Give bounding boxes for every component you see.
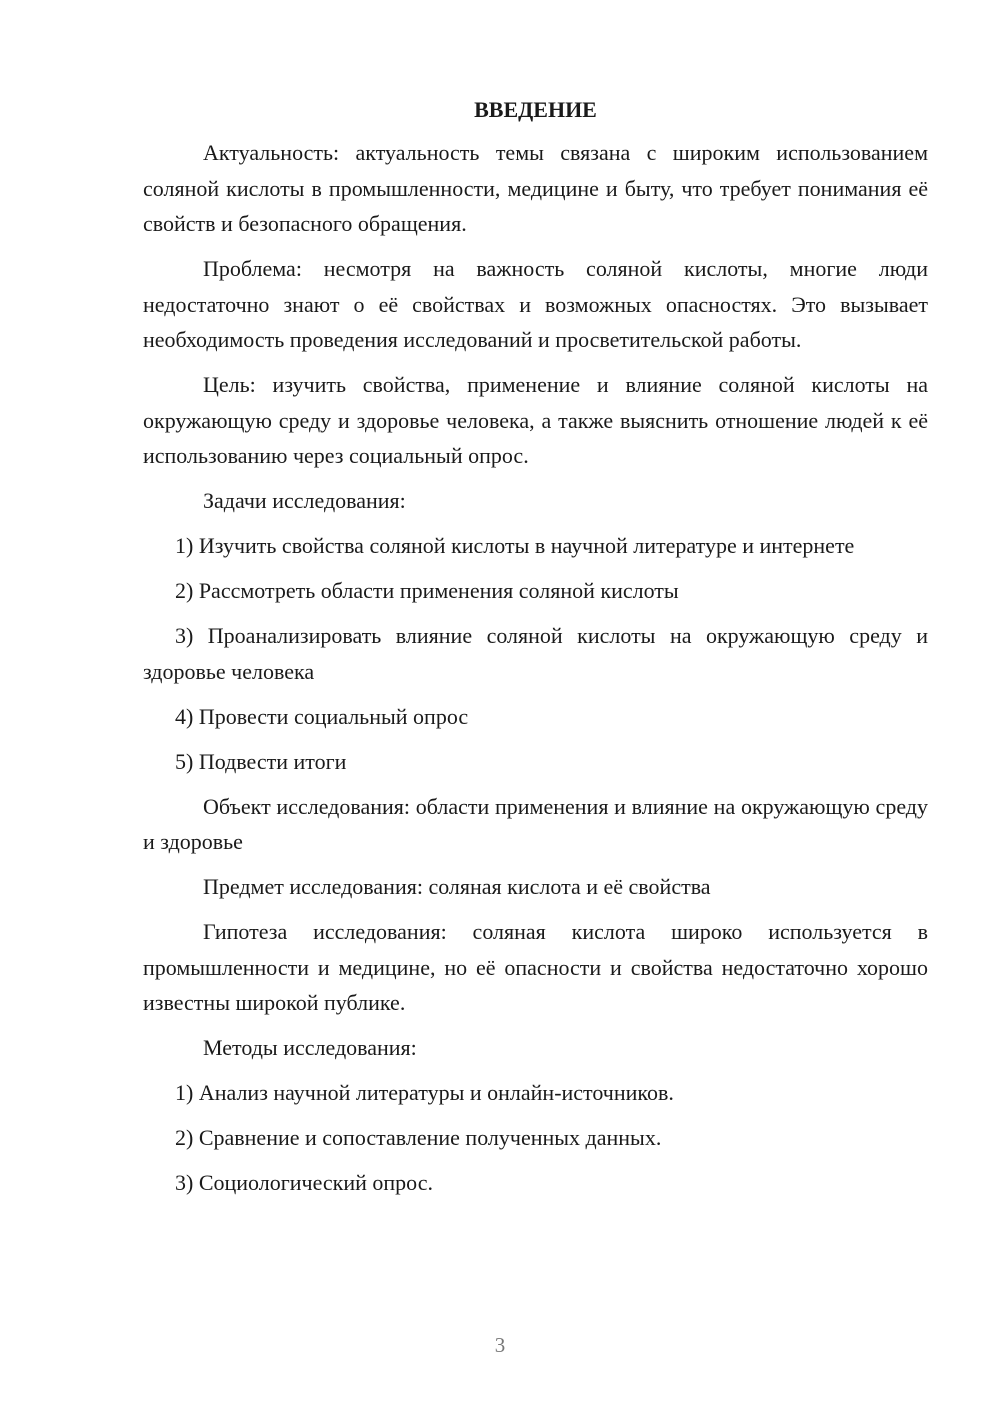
subject-paragraph: Предмет исследования: соляная кислота и её свойства	[203, 874, 711, 899]
page-number: 3	[494, 1333, 506, 1357]
task-item-2: 2) Рассмотреть области применения соляной кислоты	[175, 578, 679, 603]
method-item-3: 3) Социологический опрос.	[175, 1170, 433, 1195]
relevance-paragraph: Актуальность: актуальность темы связана с широким использованием соляной кислоты в промышленности, медицине и быту, что требует понимания её свойств и безопасного обращения.	[143, 140, 928, 236]
task-item-4: 4) Провести социальный опрос	[175, 703, 469, 729]
task-item-3: 3) Проанализировать влияние соляной кислоты на окружающую среду и здоровье человека	[143, 623, 928, 684]
task-item-5: 5) Подвести итоги	[175, 748, 347, 774]
task-item-1: 1) Изучить свойства соляной кислоты в научной литературе и интернете	[175, 533, 855, 558]
object-paragraph: Объект исследования: области применения и влияние на окружающую среду и здоровье	[143, 793, 928, 854]
method-item-2: 2) Сравнение и сопоставление полученных данных.	[175, 1125, 662, 1150]
problem-paragraph: Проблема: несмотря на важность соляной кислоты, многие люди недостаточно знают о её свойствах и возможных опасностях. Это вызывает необходимость проведения исследований и просветительской работы.	[143, 256, 928, 352]
page-title: ВВЕДЕНИЕ	[474, 97, 597, 122]
method-item-1: 1) Анализ научной литературы и онлайн-источников.	[175, 1080, 674, 1105]
goal-paragraph: Цель: изучить свойства, применение и влияние соляной кислоты на окружающую среду и здоровье человека, а также выяснить отношение людей к её использованию через социальный опрос.	[143, 372, 928, 468]
methods-heading: Методы исследования:	[203, 1035, 417, 1060]
document-page	[143, 95, 928, 1210]
tasks-heading: Задачи исследования:	[203, 488, 406, 513]
hypothesis-paragraph: Гипотеза исследования: соляная кислота широко используется в промышленности и медицине, но её опасности и свойства недостаточно хорошо известны широкой публике.	[143, 919, 928, 1015]
